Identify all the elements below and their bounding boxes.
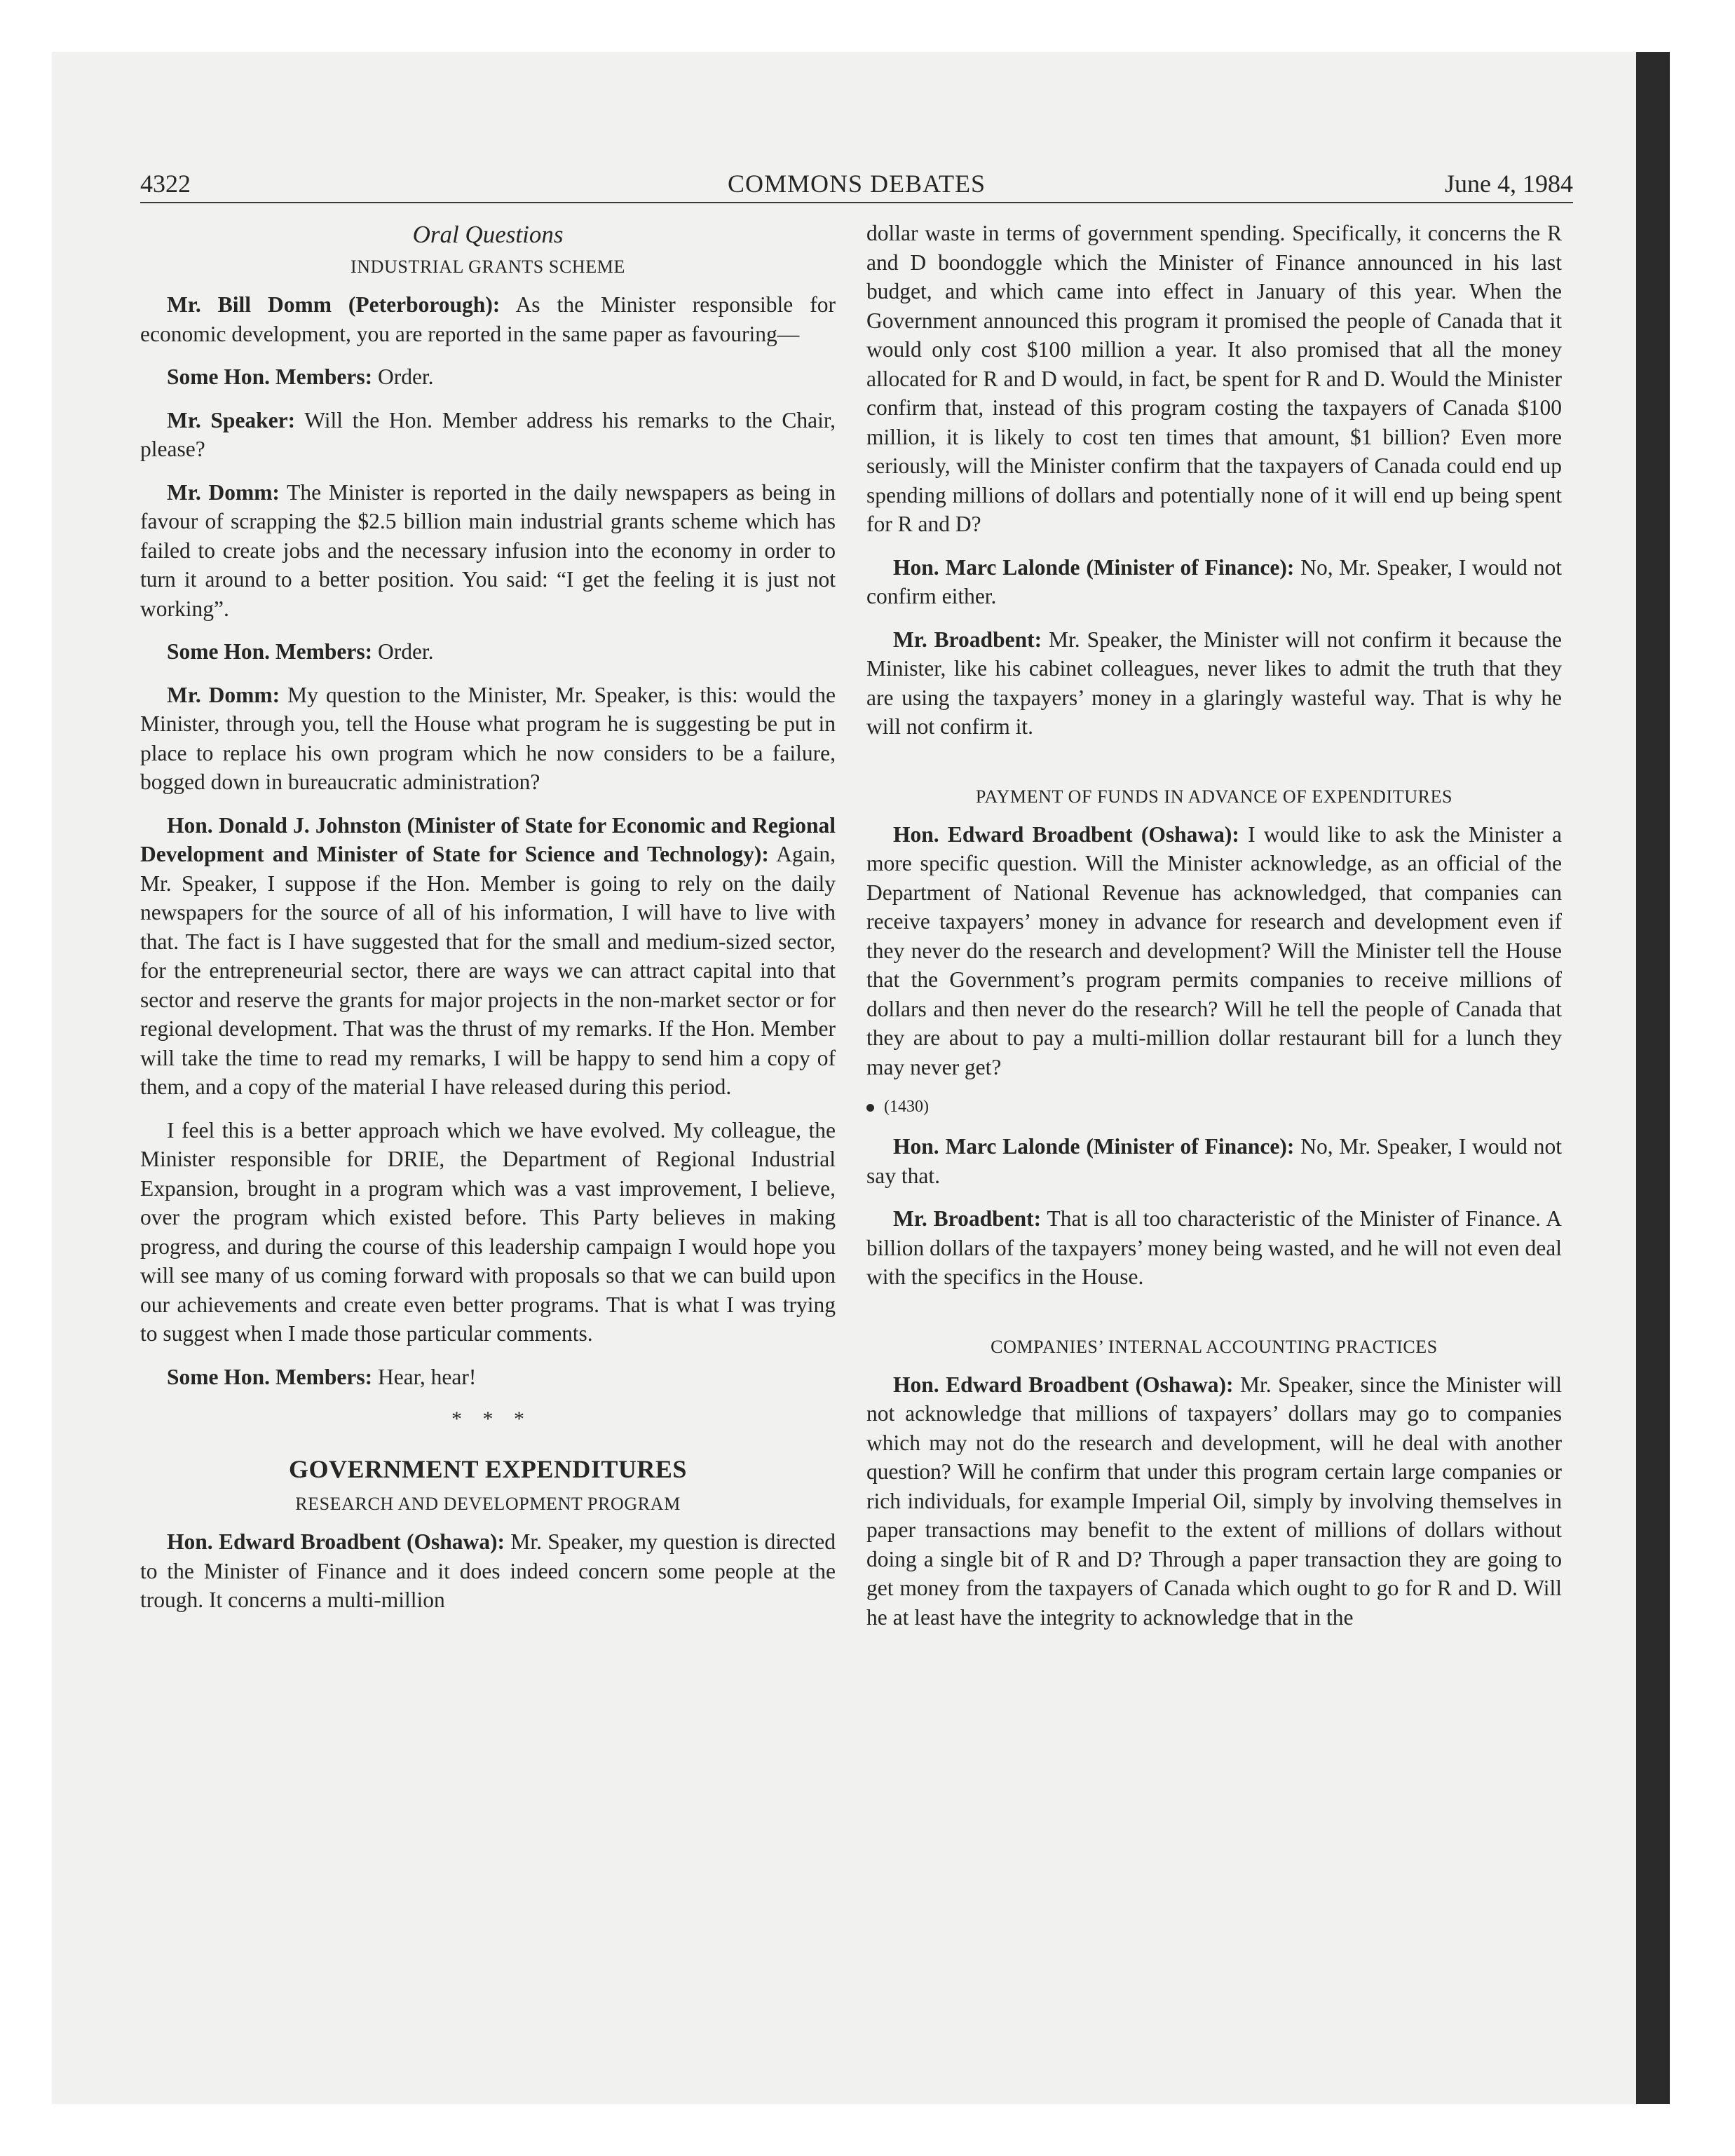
paragraph xyxy=(866,820,1562,1082)
speaker-name: Mr. Domm: xyxy=(167,479,280,505)
time-marker xyxy=(866,1096,1562,1118)
right-column xyxy=(866,219,1562,1646)
speech-text: Mr. Speaker, my question is directed to the Minister of Finance and it does indeed concern some people at the trough. It concerns a multi-million xyxy=(140,1529,836,1612)
paragraph xyxy=(140,1363,836,1392)
bullet-icon xyxy=(866,1104,874,1112)
paragraph xyxy=(866,1132,1562,1190)
speech-text: Mr. Speaker, the Minister will not confirm it because the Minister, like his cabinet colleagues, never likes to admit the truth that they are using the taxpayers’ money in a glaringly wasteful way. That is why he will not confirm it. xyxy=(866,627,1562,739)
heading-government-expenditures: GOVERNMENT EXPENDITURES xyxy=(289,1455,687,1483)
speech-text: My question to the Minister, Mr. Speaker, is this: would the Minister, through you, tell the House what program he is suggesting be put in place to replace his own program which he now considers to be a failure, bogged down in bureaucratic administration? xyxy=(140,682,836,794)
speech-text: Will the Hon. Member address his remarks to the Chair, please? xyxy=(140,407,836,461)
paragraph xyxy=(140,1527,836,1615)
speaker-name: Hon. Edward Broadbent (Oshawa): xyxy=(893,1372,1234,1397)
speaker-name: Mr. Broadbent: xyxy=(893,627,1042,652)
subheading-internal-accounting: COMPANIES’ INTERNAL ACCOUNTING PRACTICES xyxy=(991,1336,1438,1357)
speech-text: Order. xyxy=(372,364,434,389)
speech-text: Again, Mr. Speaker, I suppose if the Hon. Member is going to rely on the daily newspapers for the source of all of his information, I will have to live with that. The fact is I have suggested that for the small and medium-sized sector, for the entrepreneurial sector, there are ways we can attract capital into that sector and reserve the grants for major projects in the non-market sector or for regional development. That was the thrust of my remarks. If the Hon. Member will take the time to read my remarks, I will be happy to send him a copy of them, and a copy of the material I have released during this period. xyxy=(140,842,836,1099)
speaker-name: Hon. Edward Broadbent (Oshawa): xyxy=(167,1529,505,1554)
speaker-name: Mr. Speaker: xyxy=(167,407,296,432)
speech-text: No, Mr. Speaker, I would not say that. xyxy=(866,1134,1562,1188)
speaker-name: Some Hon. Members: xyxy=(167,639,373,664)
speaker-name: Hon. Donald J. Johnston (Minister of State for Economic and Regional Development and Minister of State for Science and Technology): xyxy=(140,812,836,866)
speech-text: dollar waste in terms of government spending. Specifically, it concerns the R and D boondoggle which the Minister of Finance announced in his last budget, and which came into effect in January of this year. When the Government announced this program it promised the people of Canada that it would only cost $100 million a year. It also promised that all the money allocated for R and D would, in fact, be spent for R and D. Would the Minister confirm that, instead of this program costing the taxpayers of Canada $100 million, it is likely to cost ten times that amount, $1 billion? Even more seriously, will the Minister confirm that the taxpayers of Canada could end up spending millions of dollars and potentially none of it will end up being spent for R and D? xyxy=(866,221,1562,536)
running-header xyxy=(140,165,1573,203)
subheading-payment-of-funds: PAYMENT OF FUNDS IN ADVANCE OF EXPENDITURES xyxy=(975,786,1453,807)
paragraph xyxy=(140,811,836,1102)
paragraph xyxy=(140,478,836,624)
speaker-name: Hon. Marc Lalonde (Minister of Finance): xyxy=(893,554,1295,580)
speech-text: No, Mr. Speaker, I would not confirm either. xyxy=(866,554,1562,608)
subheading-industrial-grants: INDUSTRIAL GRANTS SCHEME xyxy=(351,257,625,277)
scan-edge xyxy=(1636,52,1670,2104)
paragraph xyxy=(140,362,836,392)
left-column xyxy=(140,219,836,1629)
speech-text: I would like to ask the Minister a more specific question. Will the Minister acknowledge, as an official of the Department of National Revenue has acknowledged, that companies can receive taxpayers’ money in advance for research and development even if they never do the research and development? Will the Minister tell the House that the Government’s program permits companies to receive millions of dollars and then never do the research? Will he tell the people of Canada that they are about to pay a multi-million dollar restaurant bill for a lunch they may never get? xyxy=(866,821,1562,1079)
speech-text: Hear, hear! xyxy=(372,1364,477,1389)
paragraph xyxy=(866,219,1562,539)
section-break-asterisks: * * * xyxy=(451,1407,524,1431)
paragraph xyxy=(866,625,1562,742)
speaker-name: Hon. Edward Broadbent (Oshawa): xyxy=(893,821,1239,847)
speaker-name: Some Hon. Members: xyxy=(167,1364,373,1389)
paragraph xyxy=(140,1116,836,1349)
speech-text: Order. xyxy=(372,639,434,664)
speaker-name: Some Hon. Members: xyxy=(167,364,373,389)
section-kicker: Oral Questions xyxy=(412,221,564,248)
speaker-name: Mr. Bill Domm (Peterborough): xyxy=(167,292,501,317)
speaker-name: Hon. Marc Lalonde (Minister of Finance): xyxy=(893,1134,1295,1159)
paragraph xyxy=(140,290,836,348)
speaker-name: Mr. Domm: xyxy=(167,682,280,707)
paragraph xyxy=(866,1370,1562,1632)
speech-text: As the Minister responsible for economic development, you are reported in the same paper as favouring— xyxy=(140,292,836,346)
publication-date: June 4, 1984 xyxy=(1445,170,1573,198)
speech-text: The Minister is reported in the daily newspapers as being in favour of scrapping the $2.5 billion main industrial grants scheme which has failed to create jobs and the necessary infusion into the economy in order to turn it around to a better position. You said: “I get the feeling it is just not working”. xyxy=(140,479,836,621)
paragraph xyxy=(140,637,836,667)
publication-title: COMMONS DEBATES xyxy=(727,170,986,198)
speech-text: Mr. Speaker, since the Minister will not acknowledge that millions of taxpayers’ dollars may go to companies which may not do the research and development, will he deal with another question? Will he confirm that under this program certain large companies or rich individuals, for example Imperial Oil, simply by involving themselves in paper transactions may benefit to the extent of millions of dollars without doing a single bit of R and D? Through a paper transaction they are going to get money from the taxpayers of Canada which ought to go for R and D. Will he at least have the integrity to acknowledge that in the xyxy=(866,1372,1562,1630)
paragraph xyxy=(140,681,836,797)
paragraph xyxy=(866,553,1562,611)
speech-text: I feel this is a better approach which we have evolved. My colleague, the Minister responsible for DRIE, the Department of Regional Industrial Expansion, brought in a program which was a vast improvement, I believe, over the program which existed before. This Party believes in making progress, and during the course of this leadership campaign I would hope you will see many of us coming forward with proposals so that we can build upon our achievements and create even better programs. That is what I was trying to suggest when I made those particular comments. xyxy=(140,1117,836,1346)
speech-text: That is all too characteristic of the Minister of Finance. A billion dollars of the taxpayers’ money being wasted, and he will not even deal with the specifics in the House. xyxy=(866,1206,1562,1289)
time-marker-text: (1430) xyxy=(884,1098,929,1116)
paragraph xyxy=(140,406,836,464)
page-number: 4322 xyxy=(140,170,191,198)
speaker-name: Mr. Broadbent: xyxy=(893,1206,1042,1231)
subheading-research-development: RESEARCH AND DEVELOPMENT PROGRAM xyxy=(295,1494,681,1514)
paragraph xyxy=(866,1204,1562,1292)
